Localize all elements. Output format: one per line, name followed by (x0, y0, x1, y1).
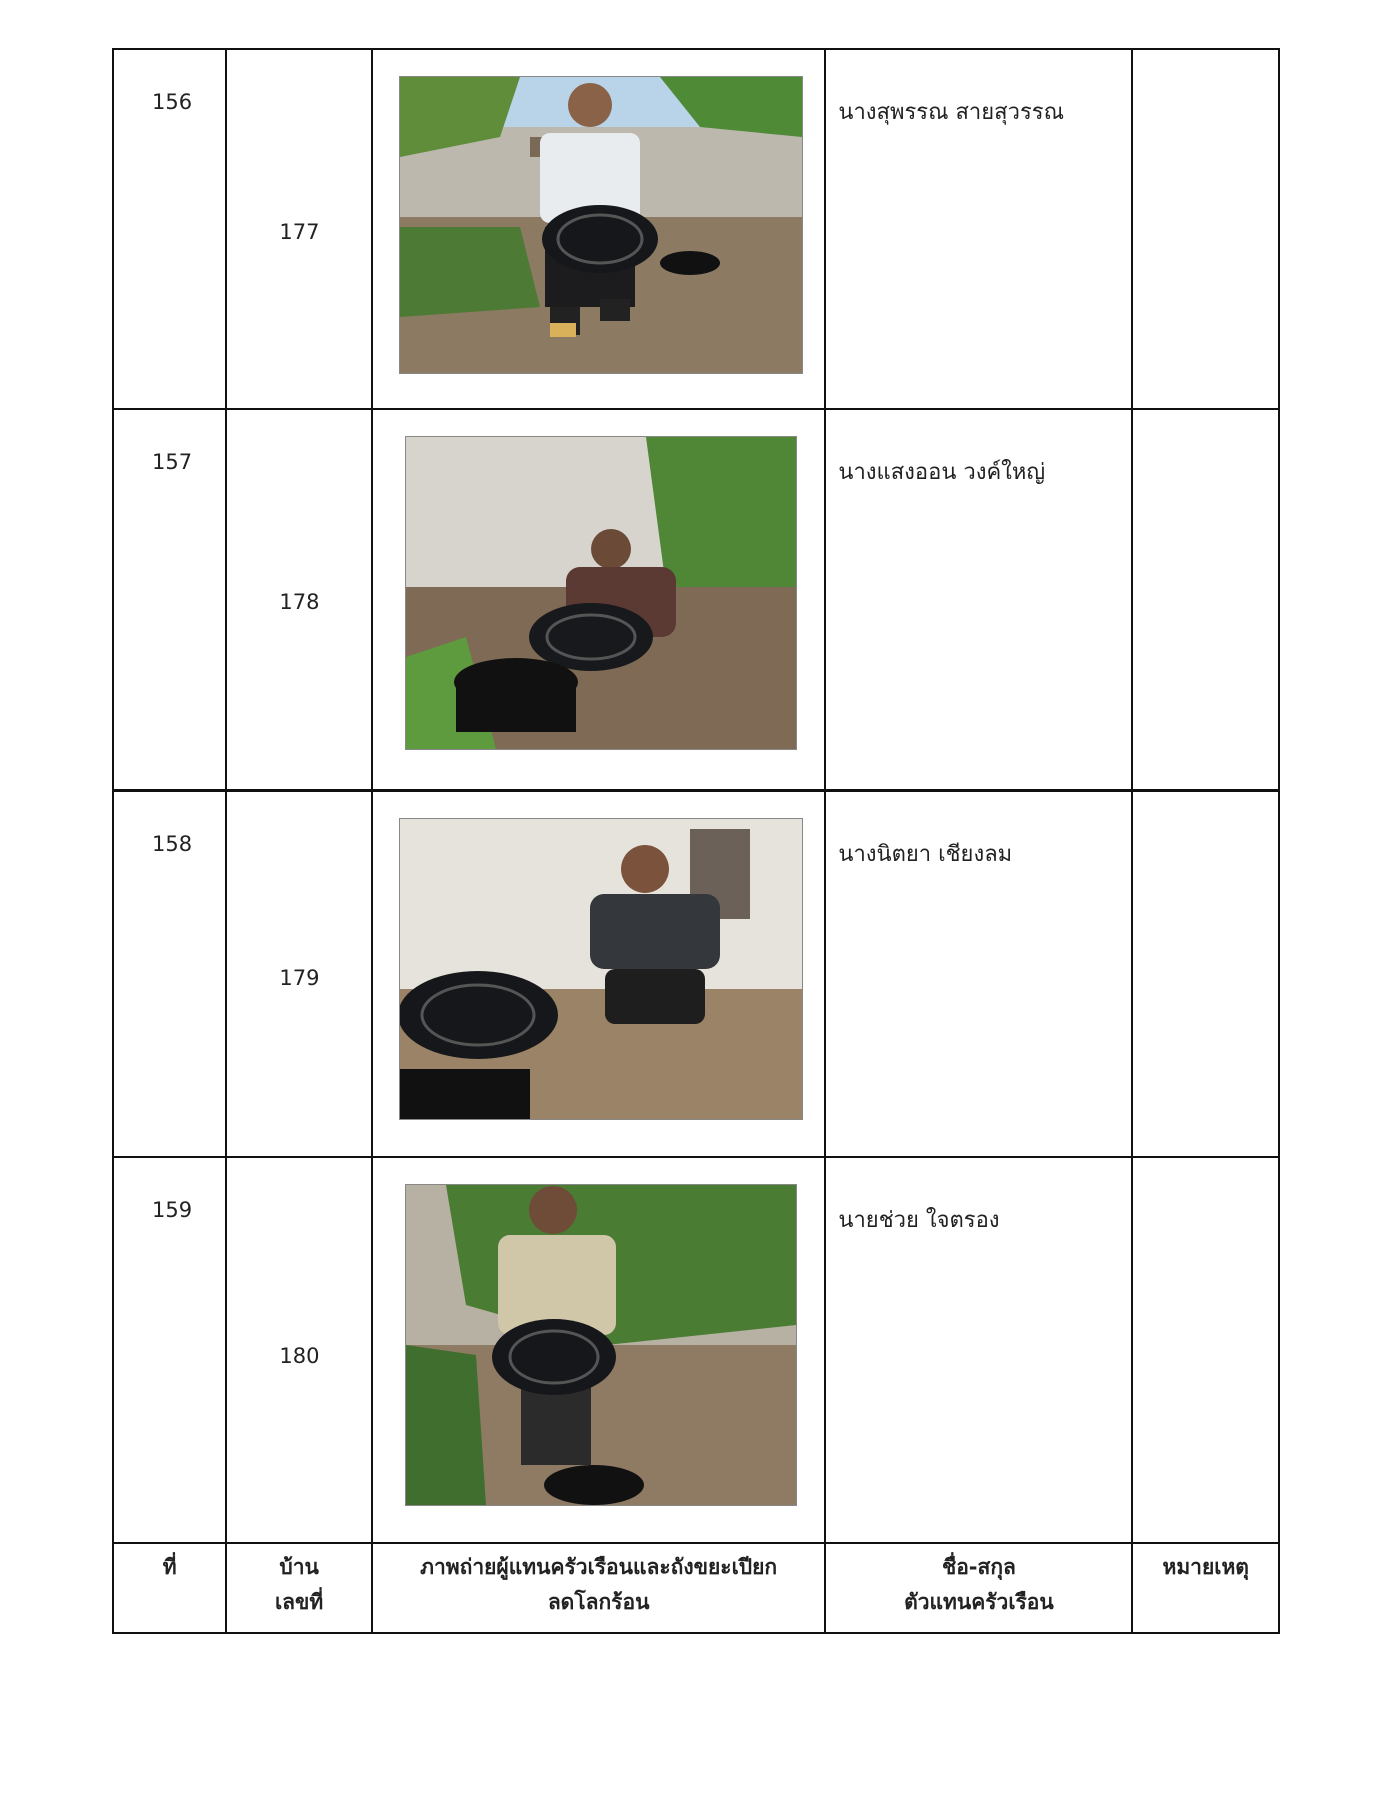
photo-cell (372, 791, 826, 1158)
header-photo (372, 1543, 826, 1633)
header-photo-label-1: ภาพถ่ายผู้แทนครัวเรือนและถังขยะเปียก (420, 1555, 778, 1579)
header-name (825, 1543, 1132, 1633)
household-photo (399, 818, 803, 1120)
seq-number: 159 (152, 1198, 193, 1222)
household-table (112, 48, 1280, 1634)
header-photo-label-2: ลดโลกร้อน (547, 1589, 650, 1614)
seq-number: 158 (152, 832, 193, 856)
name-cell (825, 409, 1132, 791)
note-cell (1132, 49, 1279, 409)
header-house (226, 1543, 371, 1633)
note-cell (1132, 1157, 1279, 1543)
household-rep-name: นางนิตยา เชียงลม (838, 842, 1013, 867)
header-no-label: ที่ (162, 1555, 177, 1579)
house-cell (226, 791, 371, 1158)
seq-number: 156 (152, 90, 193, 114)
table-row (113, 49, 1279, 409)
header-note (1132, 1543, 1279, 1633)
household-rep-name: นางแสงออน วงค์ใหญ่ (838, 460, 1046, 485)
table-row (113, 791, 1279, 1158)
header-house-label-2: เลขที่ (274, 1589, 324, 1614)
header-house-label-1: บ้าน (279, 1555, 319, 1579)
table-row (113, 409, 1279, 791)
household-rep-name: นายช่วย ใจตรอง (838, 1208, 1000, 1233)
household-photo (405, 1184, 797, 1506)
house-number: 180 (279, 1344, 320, 1368)
seq-number: 157 (152, 450, 193, 474)
house-cell (226, 409, 371, 791)
name-cell (825, 791, 1132, 1158)
header-note-label: หมายเหตุ (1162, 1555, 1249, 1579)
table-header-row (113, 1543, 1279, 1633)
note-cell (1132, 791, 1279, 1158)
photo-cell (372, 1157, 826, 1543)
house-number: 179 (279, 966, 320, 990)
house-cell (226, 1157, 371, 1543)
seq-cell (113, 409, 226, 791)
name-cell (825, 49, 1132, 409)
table-row (113, 1157, 1279, 1543)
house-cell (226, 49, 371, 409)
header-no (113, 1543, 226, 1633)
photo-cell (372, 49, 826, 409)
name-cell (825, 1157, 1132, 1543)
seq-cell (113, 49, 226, 409)
household-rep-name: นางสุพรรณ สายสุวรรณ (838, 100, 1065, 125)
header-name-label-2: ตัวแทนครัวเรือน (904, 1589, 1054, 1614)
note-cell (1132, 409, 1279, 791)
house-number: 177 (279, 220, 320, 244)
seq-cell (113, 1157, 226, 1543)
household-photo (399, 76, 803, 374)
header-name-label-1: ชื่อ-สกุล (941, 1555, 1016, 1579)
house-number: 178 (279, 590, 320, 614)
household-photo (405, 436, 797, 750)
photo-cell (372, 409, 826, 791)
seq-cell (113, 791, 226, 1158)
